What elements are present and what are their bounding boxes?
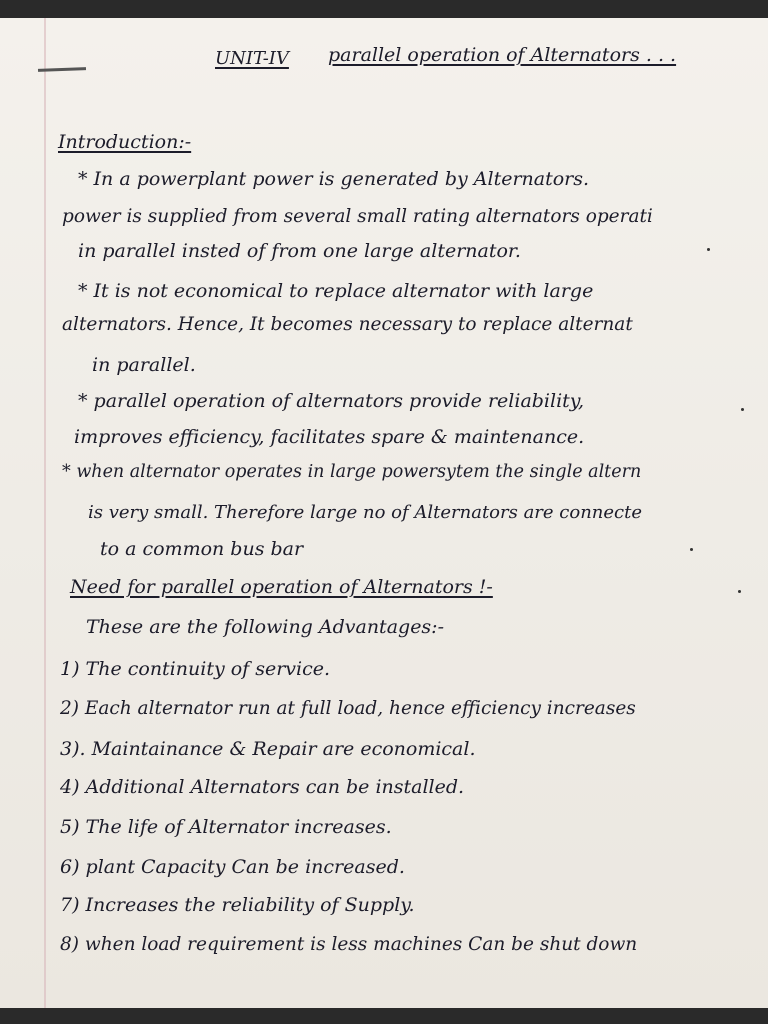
need-subheading: These are the following Advantages:- [86,616,445,638]
margin-line [44,18,46,1008]
paper-dot [741,408,744,411]
need-heading: Need for parallel operation of Alternators !- [70,576,493,598]
advantage-item-6: 6) plant Capacity Can be increased. [60,856,405,878]
advantage-item-2: 2) Each alternator run at full load, hence efficiency increases [60,698,636,719]
intro-line-10: is very small. Therefore large no of Alternators are connecte [88,502,643,523]
advantage-item-7: 7) Increases the reliability of Supply. [60,894,415,916]
intro-line-8: improves efficiency, facilitates spare & maintenance. [74,426,585,448]
intro-line-9: * when alternator operates in large powersytem the single altern [62,462,642,482]
advantage-item-5: 5) The life of Alternator increases. [60,816,392,838]
unit-label: UNIT-IV [215,48,289,69]
corner-mark [38,67,86,72]
intro-heading: Introduction:- [58,131,192,153]
intro-line-2: power is supplied from several small rating alternators operati [62,206,653,227]
paper-dot [690,548,693,551]
notebook-page [0,18,768,1008]
intro-line-7: * parallel operation of alternators provide reliability, [78,390,585,412]
intro-line-4: * It is not economical to replace alternator with large [78,280,594,302]
intro-line-6: in parallel. [92,354,196,376]
intro-line-5: alternators. Hence, It becomes necessary to replace alternat [62,314,633,335]
advantage-item-4: 4) Additional Alternators can be installed. [60,776,465,798]
advantage-item-8: 8) when load requirement is less machines Can be shut down [60,934,638,955]
intro-line-1: * In a powerplant power is generated by Alternators. [78,168,590,190]
paper-dot [738,590,741,593]
page-title: parallel operation of Alternators . . . [328,44,677,66]
intro-line-3: in parallel insted of from one large alternator. [78,240,521,262]
paper-dot [707,248,710,251]
advantage-item-3: 3). Maintainance & Repair are economical. [60,738,476,760]
advantage-item-1: 1) The continuity of service. [60,658,331,680]
intro-line-11: to a common bus bar [100,538,304,560]
